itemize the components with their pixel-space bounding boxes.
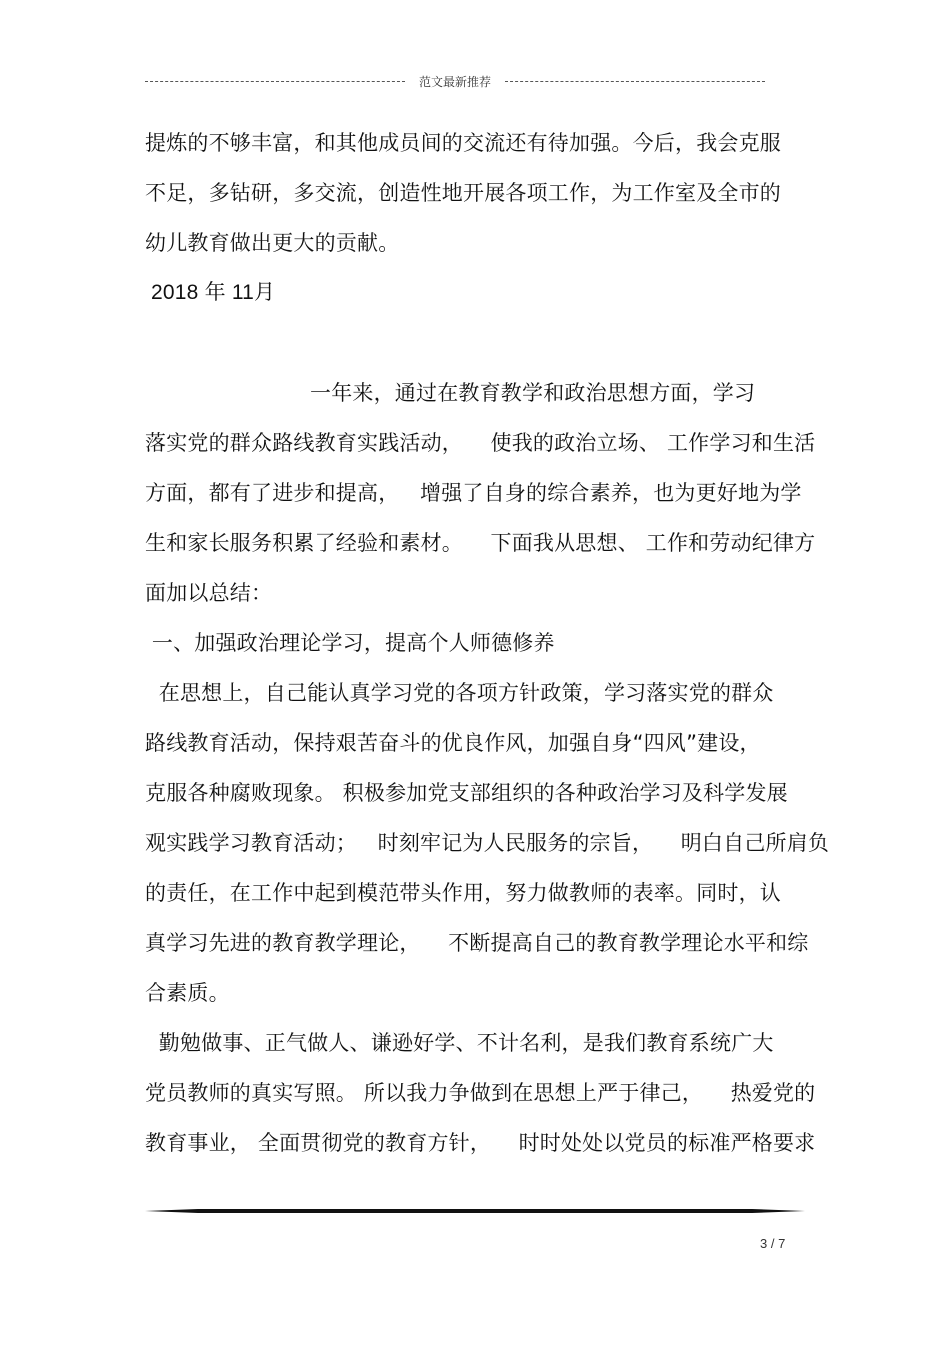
text-line: 路线教育活动，保持艰苦奋斗的优良作风，加强自身“四风”建设， — [145, 731, 761, 755]
header-dash-right — [505, 81, 765, 82]
text-line: 不足，多钻研，多交流，创造性地开展各项工作，为工作室及全市的 — [145, 181, 781, 205]
text-line: 的责任，在工作中起到模范带头作用，努力做教师的表率。同时，认 — [145, 881, 781, 905]
text-line: 幼儿教育做出更大的贡献。 — [145, 231, 400, 255]
header-title: 范文最新推荐 — [419, 74, 492, 89]
page-number: 3 / 7 — [760, 1236, 786, 1251]
header-dash-left — [145, 81, 405, 82]
text-line: 面加以总结： — [145, 581, 273, 605]
section-heading: 一、加强政治理论学习，提高个人师德修养 — [145, 631, 555, 655]
text-line: 勤勉做事、正气做人、谦逊好学、不计名利，是我们教育系统广大 — [145, 1031, 774, 1055]
text-line: 合素质。 — [145, 981, 230, 1005]
text-line: 观实践学习教育活动； 时刻牢记为人民服务的宗旨， 明白自己所肩负 — [145, 831, 830, 855]
text-line: 在思想上，自己能认真学习党的各项方针政策，学习落实党的群众 — [145, 681, 774, 705]
page-header — [145, 70, 765, 92]
text-line: 提炼的不够丰富，和其他成员间的交流还有待加强。今后，我会克服 — [145, 131, 781, 155]
text-line: 方面，都有了进步和提高， 增强了自身的综合素养，也为更好地为学 — [145, 481, 802, 505]
text-line: 一年来，通过在教育教学和政治思想方面，学习 — [145, 381, 756, 405]
text-line: 真学习先进的教育教学理论， 不断提高自己的教育教学理论水平和综 — [145, 931, 809, 955]
text-line: 教育事业， 全面贯彻党的教育方针， 时时处处以党员的标准严格要求 — [145, 1131, 816, 1155]
footer-rule — [145, 1209, 805, 1213]
blank-line — [145, 318, 805, 368]
text-line: 落实党的群众路线教育实践活动， 使我的政治立场、 工作学习和生活 — [145, 431, 816, 455]
date-line: 2018 年 11月 — [145, 281, 276, 304]
text-line: 党员教师的真实写照。 所以我力争做到在思想上严于律己， 热爱党的 — [145, 1081, 816, 1105]
document-body — [145, 118, 830, 1168]
text-line: 生和家长服务积累了经验和素材。 下面我从思想、 工作和劳动纪律方 — [145, 531, 816, 555]
text-line: 克服各种腐败现象。 积极参加党支部组织的各种政治学习及科学发展 — [145, 781, 788, 805]
